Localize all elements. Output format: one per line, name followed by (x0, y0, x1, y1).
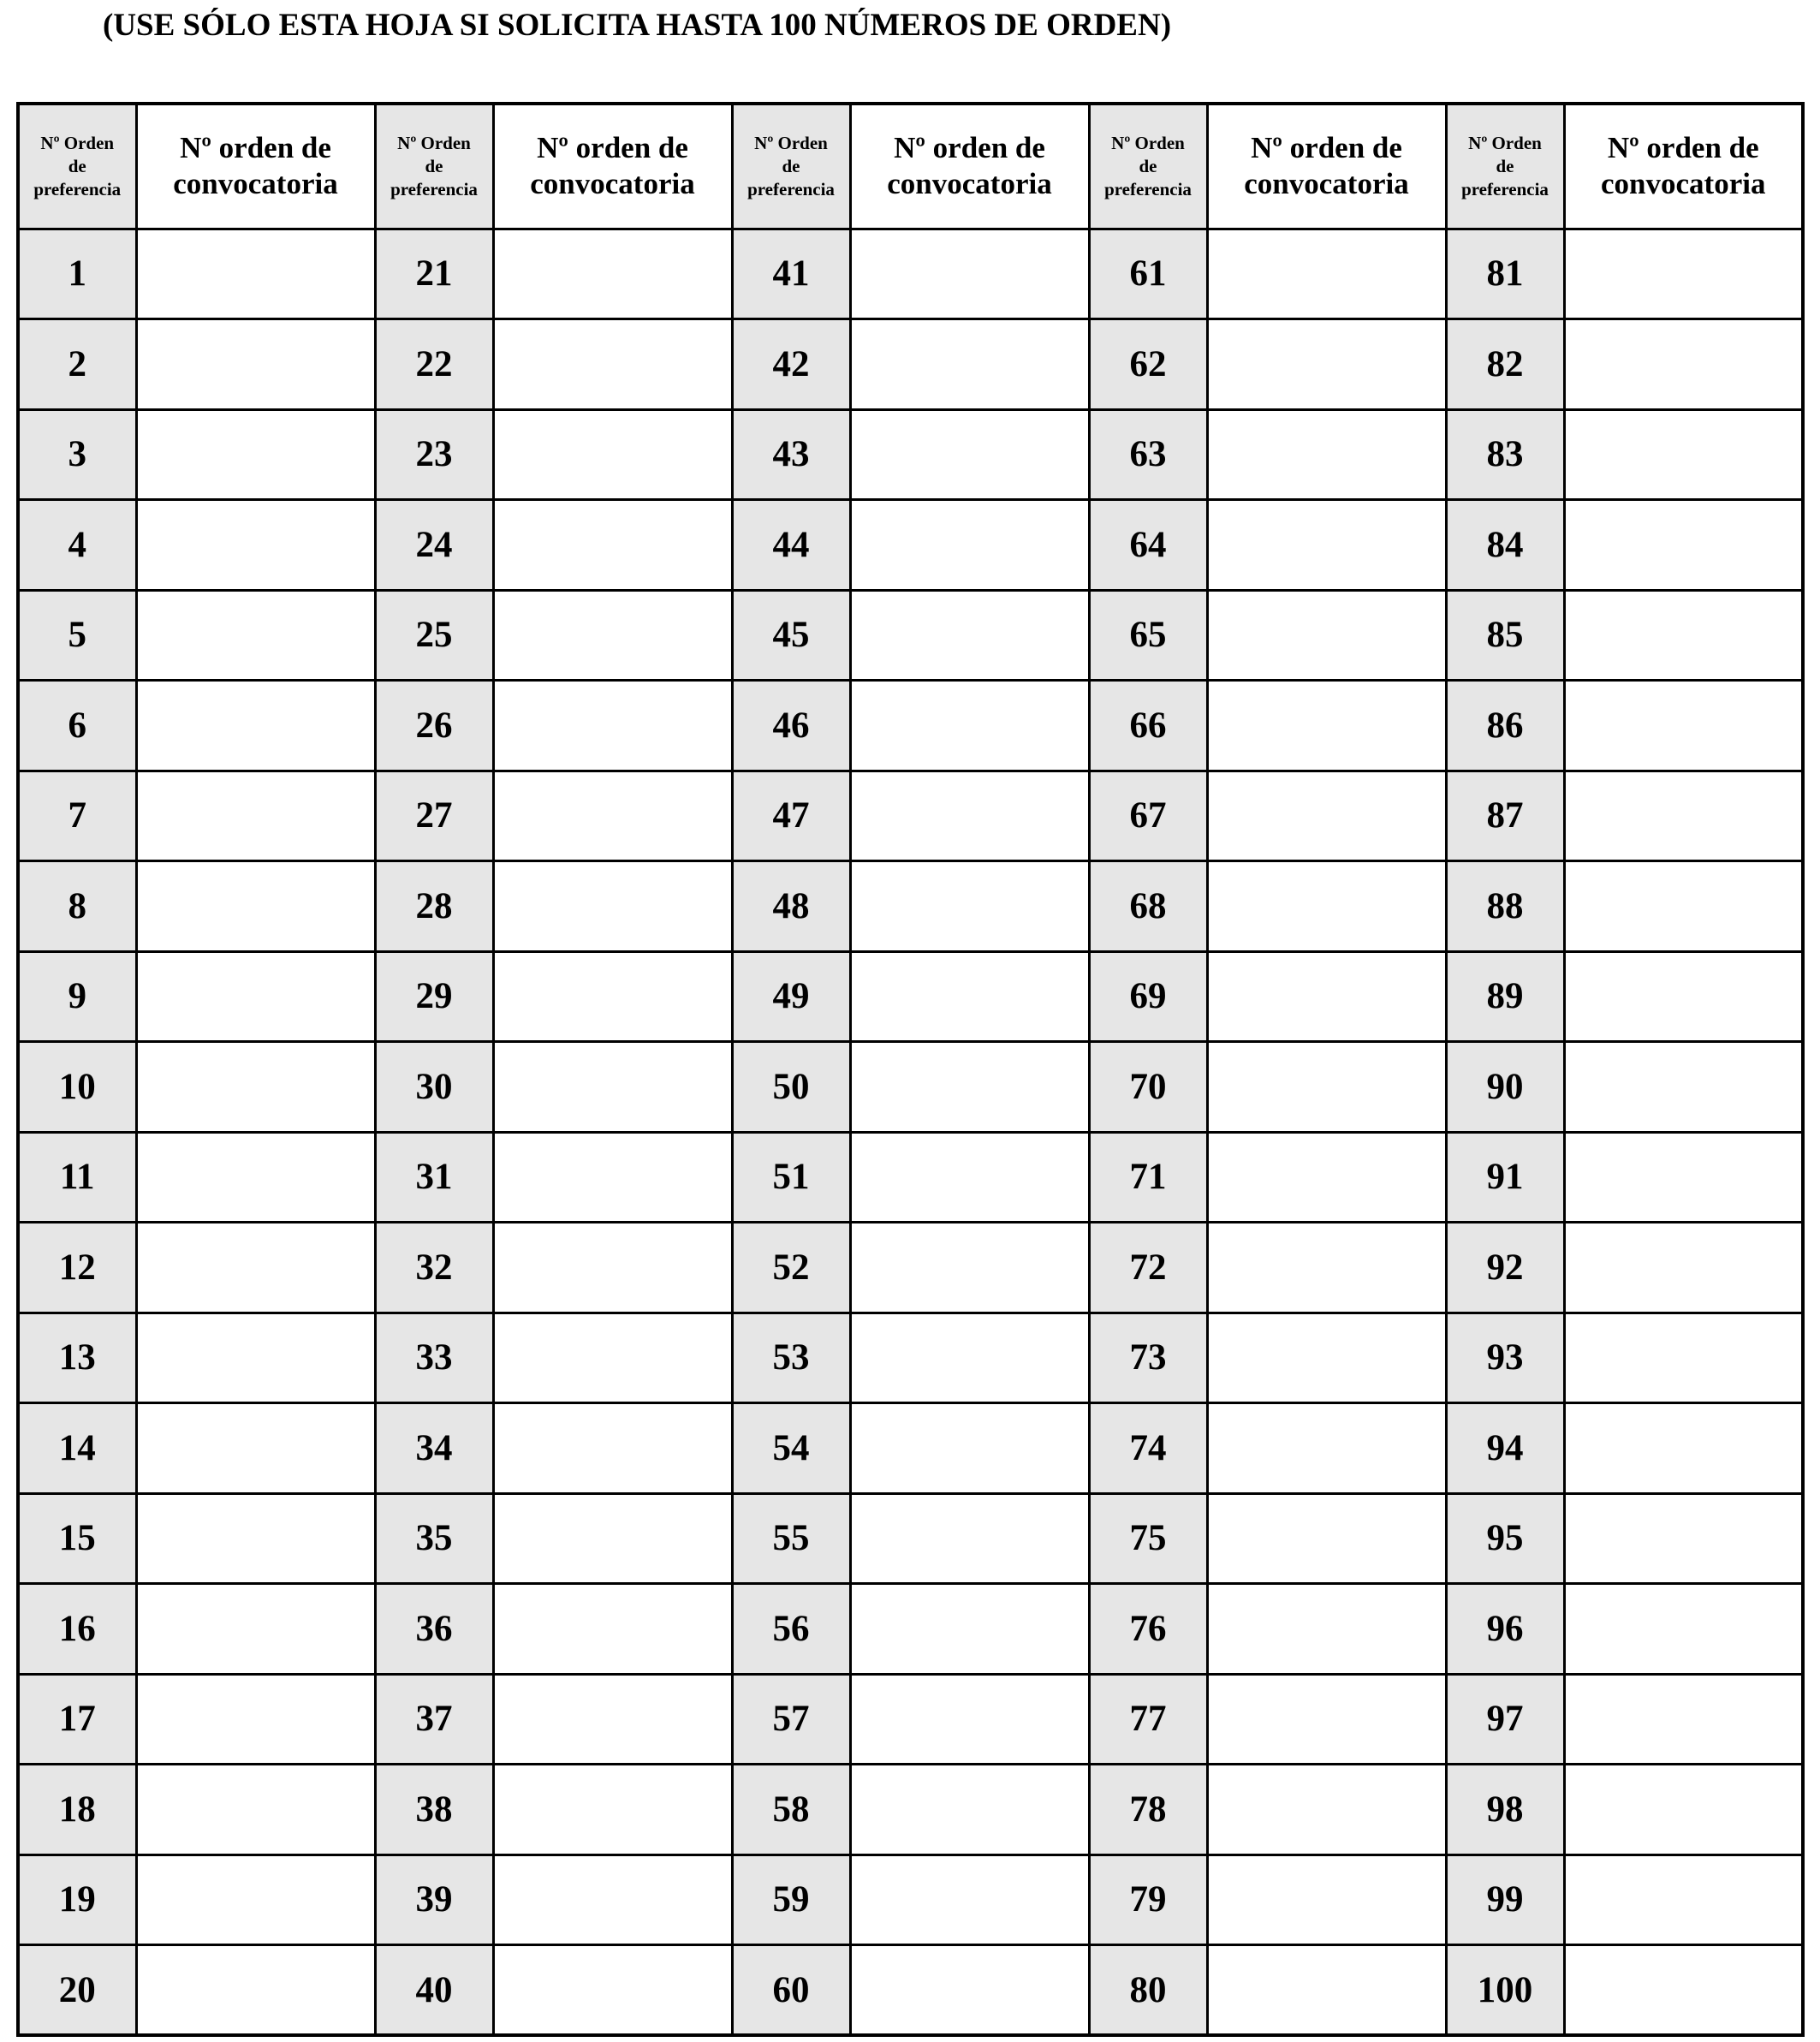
preference-number-cell: 10 (18, 1042, 136, 1133)
convocation-order-entry-cell[interactable] (850, 1945, 1089, 2036)
convocation-order-entry-cell[interactable] (1564, 1132, 1803, 1223)
preference-number-cell: 79 (1089, 1854, 1207, 1945)
convocation-order-entry-cell[interactable] (850, 1765, 1089, 1855)
preference-number-cell: 69 (1089, 951, 1207, 1042)
convocation-order-entry-cell[interactable] (136, 681, 375, 771)
convocation-order-entry-cell[interactable] (850, 1223, 1089, 1313)
convocation-order-entry-cell[interactable] (1207, 951, 1446, 1042)
preference-number-cell: 54 (732, 1403, 850, 1494)
convocation-order-entry-cell[interactable] (136, 951, 375, 1042)
header-preference-text: de (425, 155, 443, 176)
preference-number-cell: 51 (732, 1132, 850, 1223)
header-preference-text: Nº Orden (397, 132, 471, 153)
table-body (18, 229, 1803, 2035)
convocation-order-entry-cell[interactable] (136, 1945, 375, 2036)
convocation-order-entry-cell[interactable] (493, 1584, 732, 1675)
convocation-order-entry-cell[interactable] (1564, 681, 1803, 771)
convocation-order-entry-cell[interactable] (136, 1403, 375, 1494)
header-preference-text: Nº Orden (40, 132, 115, 153)
header-preference-text: de (1496, 155, 1514, 176)
header-convocation-order-5 (1564, 104, 1803, 229)
preference-number-cell: 52 (732, 1223, 850, 1313)
convocation-order-entry-cell[interactable] (136, 319, 375, 410)
header-convocation-text: convocatoria (530, 167, 695, 201)
header-convocation-text: Nº orden de (1251, 131, 1402, 165)
preference-number-cell: 61 (1089, 229, 1207, 319)
header-convocation-order-1 (136, 104, 375, 229)
table-row (18, 1674, 1803, 1765)
convocation-order-entry-cell[interactable] (850, 951, 1089, 1042)
preference-number-cell: 95 (1446, 1493, 1564, 1584)
convocation-order-entry-cell[interactable] (136, 1493, 375, 1584)
preference-number-cell: 48 (732, 861, 850, 952)
preference-number-cell: 86 (1446, 681, 1564, 771)
preference-number-cell: 25 (375, 590, 493, 681)
header-preference-order-3 (732, 104, 850, 229)
preference-number-cell: 64 (1089, 500, 1207, 591)
table-row (18, 590, 1803, 681)
preference-number-cell: 6 (18, 681, 136, 771)
preference-number-cell: 92 (1446, 1223, 1564, 1313)
preference-number-cell: 19 (18, 1854, 136, 1945)
preference-number-cell: 14 (18, 1403, 136, 1494)
convocation-order-entry-cell[interactable] (136, 1674, 375, 1765)
header-preference-order-2 (375, 104, 493, 229)
convocation-order-entry-cell[interactable] (1207, 590, 1446, 681)
preference-number-cell: 99 (1446, 1854, 1564, 1945)
preference-number-cell: 50 (732, 1042, 850, 1133)
convocation-order-entry-cell[interactable] (850, 1493, 1089, 1584)
convocation-order-entry-cell[interactable] (850, 1584, 1089, 1675)
page-title: (USE SÓLO ESTA HOJA SI SOLICITA HASTA 100 NÚMEROS DE ORDEN) (103, 8, 1172, 43)
convocation-order-entry-cell[interactable] (493, 681, 732, 771)
preference-number-cell: 70 (1089, 1042, 1207, 1133)
convocation-order-entry-cell[interactable] (493, 1945, 732, 2036)
preference-number-cell: 42 (732, 319, 850, 410)
convocation-order-entry-cell[interactable] (136, 409, 375, 500)
header-preference-text: de (68, 155, 86, 176)
table-row (18, 229, 1803, 319)
header-preference-text: preferencia (747, 178, 835, 199)
convocation-order-entry-cell[interactable] (493, 861, 732, 952)
convocation-order-entry-cell[interactable] (136, 1765, 375, 1855)
convocation-order-entry-cell[interactable] (850, 319, 1089, 410)
preference-number-cell: 34 (375, 1403, 493, 1494)
convocation-order-entry-cell[interactable] (493, 409, 732, 500)
preference-number-cell: 76 (1089, 1584, 1207, 1675)
preference-number-cell: 36 (375, 1584, 493, 1675)
table-row (18, 1223, 1803, 1313)
preference-number-cell: 28 (375, 861, 493, 952)
preference-number-cell: 29 (375, 951, 493, 1042)
preference-number-cell: 37 (375, 1674, 493, 1765)
header-preference-text: de (1139, 155, 1157, 176)
convocation-order-entry-cell[interactable] (850, 500, 1089, 591)
preference-number-cell: 93 (1446, 1313, 1564, 1403)
convocation-order-entry-cell[interactable] (1564, 861, 1803, 952)
preference-number-cell: 56 (732, 1584, 850, 1675)
header-preference-order-4 (1089, 104, 1207, 229)
table-row (18, 771, 1803, 861)
preference-number-cell: 72 (1089, 1223, 1207, 1313)
preference-number-cell: 73 (1089, 1313, 1207, 1403)
convocation-order-entry-cell[interactable] (1564, 409, 1803, 500)
convocation-order-entry-cell[interactable] (850, 1854, 1089, 1945)
preference-number-cell: 17 (18, 1674, 136, 1765)
preference-number-cell: 88 (1446, 861, 1564, 952)
convocation-order-entry-cell[interactable] (1564, 1945, 1803, 2036)
preference-number-cell: 60 (732, 1945, 850, 2036)
table-row (18, 1313, 1803, 1403)
preference-number-cell: 78 (1089, 1765, 1207, 1855)
preference-number-cell: 57 (732, 1674, 850, 1765)
table-row (18, 1854, 1803, 1945)
convocation-order-entry-cell[interactable] (1564, 1765, 1803, 1855)
convocation-order-entry-cell[interactable] (850, 590, 1089, 681)
preference-number-cell: 20 (18, 1945, 136, 2036)
preference-number-cell: 33 (375, 1313, 493, 1403)
header-preference-text: preferencia (1461, 178, 1549, 199)
header-convocation-order-2 (493, 104, 732, 229)
convocation-order-entry-cell[interactable] (1564, 1042, 1803, 1133)
convocation-order-entry-cell[interactable] (850, 1042, 1089, 1133)
header-preference-text: Nº Orden (754, 132, 828, 153)
header-preference-text: de (782, 155, 800, 176)
convocation-order-entry-cell[interactable] (136, 500, 375, 591)
preference-number-cell: 45 (732, 590, 850, 681)
convocation-order-entry-cell[interactable] (1207, 1223, 1446, 1313)
preference-number-cell: 15 (18, 1493, 136, 1584)
preference-number-cell: 63 (1089, 409, 1207, 500)
preference-number-cell: 58 (732, 1765, 850, 1855)
convocation-order-entry-cell[interactable] (493, 1854, 732, 1945)
convocation-order-entry-cell[interactable] (493, 1313, 732, 1403)
preference-number-cell: 74 (1089, 1403, 1207, 1494)
convocation-order-entry-cell[interactable] (850, 771, 1089, 861)
convocation-order-entry-cell[interactable] (493, 1403, 732, 1494)
convocation-order-entry-cell[interactable] (493, 319, 732, 410)
convocation-order-entry-cell[interactable] (493, 1223, 732, 1313)
table-row (18, 500, 1803, 591)
convocation-order-entry-cell[interactable] (1564, 590, 1803, 681)
convocation-order-entry-cell[interactable] (1564, 951, 1803, 1042)
preference-number-cell: 89 (1446, 951, 1564, 1042)
preference-number-cell: 55 (732, 1493, 850, 1584)
header-preference-text: preferencia (33, 178, 122, 199)
convocation-order-entry-cell[interactable] (136, 861, 375, 952)
header-convocation-text: Nº orden de (180, 131, 331, 165)
preference-number-cell: 44 (732, 500, 850, 591)
preference-table (16, 102, 1805, 2037)
convocation-order-entry-cell[interactable] (136, 1854, 375, 1945)
preference-number-cell: 100 (1446, 1945, 1564, 2036)
preference-number-cell: 43 (732, 409, 850, 500)
convocation-order-entry-cell[interactable] (1564, 500, 1803, 591)
preference-number-cell: 59 (732, 1854, 850, 1945)
header-convocation-text: convocatoria (1601, 167, 1766, 201)
preference-number-cell: 40 (375, 1945, 493, 2036)
preference-number-cell: 38 (375, 1765, 493, 1855)
convocation-order-entry-cell[interactable] (1207, 1313, 1446, 1403)
preference-number-cell: 53 (732, 1313, 850, 1403)
header-convocation-text: Nº orden de (1607, 131, 1759, 165)
convocation-order-entry-cell[interactable] (136, 1223, 375, 1313)
preference-number-cell: 80 (1089, 1945, 1207, 2036)
header-preference-text: Nº Orden (1111, 132, 1185, 153)
table-row (18, 1403, 1803, 1494)
convocation-order-entry-cell[interactable] (1564, 1493, 1803, 1584)
convocation-order-entry-cell[interactable] (1207, 1493, 1446, 1584)
table-row (18, 1042, 1803, 1133)
convocation-order-entry-cell[interactable] (1207, 1674, 1446, 1765)
convocation-order-entry-cell[interactable] (493, 590, 732, 681)
preference-number-cell: 84 (1446, 500, 1564, 591)
convocation-order-entry-cell[interactable] (1207, 1854, 1446, 1945)
convocation-order-entry-cell[interactable] (493, 1132, 732, 1223)
preference-number-cell: 30 (375, 1042, 493, 1133)
convocation-order-entry-cell[interactable] (1207, 1584, 1446, 1675)
header-convocation-text: Nº orden de (537, 131, 688, 165)
header-preference-order-1 (18, 104, 136, 229)
preference-number-cell: 1 (18, 229, 136, 319)
convocation-order-entry-cell[interactable] (850, 1132, 1089, 1223)
preference-number-cell: 26 (375, 681, 493, 771)
convocation-order-entry-cell[interactable] (493, 500, 732, 591)
convocation-order-entry-cell[interactable] (850, 681, 1089, 771)
preference-number-cell: 8 (18, 861, 136, 952)
convocation-order-entry-cell[interactable] (1207, 1945, 1446, 2036)
convocation-order-entry-cell[interactable] (493, 1674, 732, 1765)
table-row (18, 1945, 1803, 2036)
table-row (18, 319, 1803, 410)
preference-number-cell: 16 (18, 1584, 136, 1675)
preference-number-cell: 27 (375, 771, 493, 861)
preference-number-cell: 85 (1446, 590, 1564, 681)
preference-number-cell: 67 (1089, 771, 1207, 861)
convocation-order-entry-cell[interactable] (850, 1403, 1089, 1494)
table-row (18, 861, 1803, 952)
preference-number-cell: 97 (1446, 1674, 1564, 1765)
preference-number-cell: 90 (1446, 1042, 1564, 1133)
preference-number-cell: 11 (18, 1132, 136, 1223)
convocation-order-entry-cell[interactable] (493, 1765, 732, 1855)
preference-number-cell: 9 (18, 951, 136, 1042)
convocation-order-entry-cell[interactable] (136, 1313, 375, 1403)
preference-number-cell: 49 (732, 951, 850, 1042)
preference-number-cell: 13 (18, 1313, 136, 1403)
convocation-order-entry-cell[interactable] (136, 1132, 375, 1223)
convocation-order-entry-cell[interactable] (1564, 1313, 1803, 1403)
preference-number-cell: 39 (375, 1854, 493, 1945)
convocation-order-entry-cell[interactable] (850, 1313, 1089, 1403)
preference-number-cell: 21 (375, 229, 493, 319)
convocation-order-entry-cell[interactable] (1564, 229, 1803, 319)
convocation-order-entry-cell[interactable] (850, 409, 1089, 500)
convocation-order-entry-cell[interactable] (1564, 1223, 1803, 1313)
convocation-order-entry-cell[interactable] (493, 1493, 732, 1584)
table-row (18, 681, 1803, 771)
header-convocation-order-3 (850, 104, 1089, 229)
header-preference-text: preferencia (1104, 178, 1192, 199)
convocation-order-entry-cell[interactable] (493, 771, 732, 861)
convocation-order-entry-cell[interactable] (1564, 319, 1803, 410)
convocation-order-entry-cell[interactable] (493, 951, 732, 1042)
convocation-order-entry-cell[interactable] (1207, 229, 1446, 319)
preference-number-cell: 81 (1446, 229, 1564, 319)
preference-number-cell: 5 (18, 590, 136, 681)
preference-number-cell: 3 (18, 409, 136, 500)
preference-number-cell: 98 (1446, 1765, 1564, 1855)
preference-number-cell: 41 (732, 229, 850, 319)
table-row (18, 1584, 1803, 1675)
header-convocation-text: Nº orden de (894, 131, 1045, 165)
preference-number-cell: 62 (1089, 319, 1207, 410)
preference-number-cell: 68 (1089, 861, 1207, 952)
header-convocation-text: convocatoria (887, 167, 1052, 201)
table-header-row (18, 104, 1803, 229)
preference-number-cell: 7 (18, 771, 136, 861)
convocation-order-entry-cell[interactable] (1207, 1042, 1446, 1133)
preference-number-cell: 82 (1446, 319, 1564, 410)
header-convocation-text: convocatoria (173, 167, 338, 201)
convocation-order-entry-cell[interactable] (1207, 409, 1446, 500)
convocation-order-entry-cell[interactable] (136, 1584, 375, 1675)
preference-number-cell: 87 (1446, 771, 1564, 861)
convocation-order-entry-cell[interactable] (1207, 319, 1446, 410)
preference-number-cell: 23 (375, 409, 493, 500)
table-row (18, 1493, 1803, 1584)
convocation-order-entry-cell[interactable] (1564, 771, 1803, 861)
preference-number-cell: 94 (1446, 1403, 1564, 1494)
convocation-order-entry-cell[interactable] (1564, 1403, 1803, 1494)
header-preference-order-5 (1446, 104, 1564, 229)
preference-number-cell: 91 (1446, 1132, 1564, 1223)
preference-number-cell: 31 (375, 1132, 493, 1223)
convocation-order-entry-cell[interactable] (1564, 1584, 1803, 1675)
convocation-order-entry-cell[interactable] (136, 229, 375, 319)
table-row (18, 409, 1803, 500)
preference-number-cell: 75 (1089, 1493, 1207, 1584)
header-preference-text: preferencia (390, 178, 478, 199)
convocation-order-entry-cell[interactable] (136, 1042, 375, 1133)
preference-number-cell: 24 (375, 500, 493, 591)
convocation-order-entry-cell[interactable] (1207, 1403, 1446, 1494)
preference-number-cell: 71 (1089, 1132, 1207, 1223)
convocation-order-entry-cell[interactable] (1207, 1765, 1446, 1855)
preference-number-cell: 96 (1446, 1584, 1564, 1675)
convocation-order-entry-cell[interactable] (493, 229, 732, 319)
header-convocation-order-4 (1207, 104, 1446, 229)
convocation-order-entry-cell[interactable] (850, 229, 1089, 319)
convocation-order-entry-cell[interactable] (1207, 500, 1446, 591)
convocation-order-entry-cell[interactable] (1207, 861, 1446, 952)
preference-number-cell: 46 (732, 681, 850, 771)
table-row (18, 951, 1803, 1042)
preference-number-cell: 47 (732, 771, 850, 861)
convocation-order-entry-cell[interactable] (1564, 1854, 1803, 1945)
convocation-order-entry-cell[interactable] (136, 771, 375, 861)
preference-number-cell: 18 (18, 1765, 136, 1855)
convocation-order-entry-cell[interactable] (850, 1674, 1089, 1765)
convocation-order-entry-cell[interactable] (1207, 681, 1446, 771)
convocation-order-entry-cell[interactable] (136, 590, 375, 681)
header-convocation-text: convocatoria (1244, 167, 1409, 201)
preference-number-cell: 83 (1446, 409, 1564, 500)
table-row (18, 1765, 1803, 1855)
preference-number-cell: 22 (375, 319, 493, 410)
convocation-order-entry-cell[interactable] (1207, 1132, 1446, 1223)
preference-number-cell: 65 (1089, 590, 1207, 681)
convocation-order-entry-cell[interactable] (1564, 1674, 1803, 1765)
preference-number-cell: 77 (1089, 1674, 1207, 1765)
table-row (18, 1132, 1803, 1223)
preference-number-cell: 4 (18, 500, 136, 591)
preference-number-cell: 35 (375, 1493, 493, 1584)
preference-number-cell: 32 (375, 1223, 493, 1313)
convocation-order-entry-cell[interactable] (1207, 771, 1446, 861)
convocation-order-entry-cell[interactable] (850, 861, 1089, 952)
header-preference-text: Nº Orden (1468, 132, 1542, 153)
preference-number-cell: 2 (18, 319, 136, 410)
convocation-order-entry-cell[interactable] (493, 1042, 732, 1133)
preference-number-cell: 12 (18, 1223, 136, 1313)
preference-number-cell: 66 (1089, 681, 1207, 771)
